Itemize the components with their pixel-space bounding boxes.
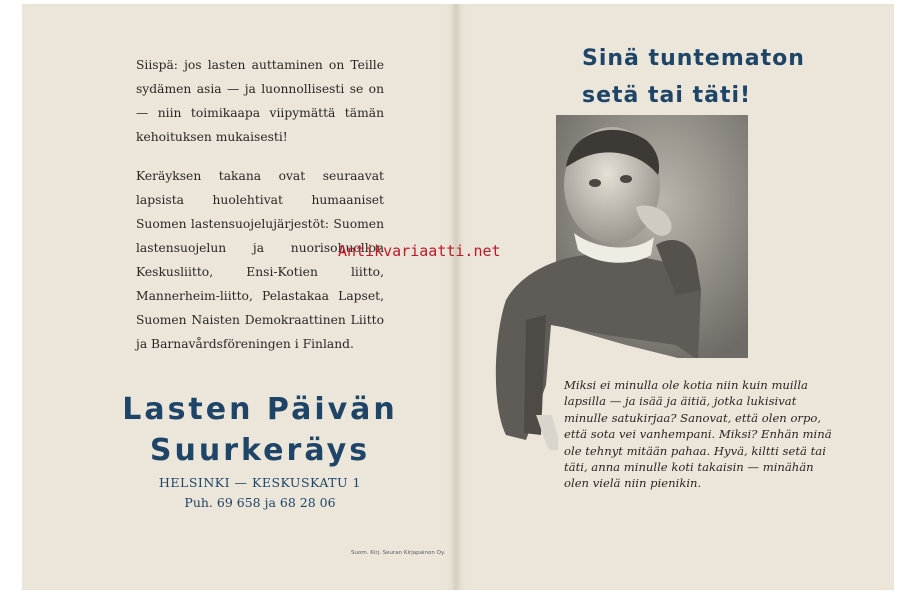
printer-imprint: Suom. Kirj. Seuran Kirjapainon Oy. <box>351 550 446 556</box>
headline-line-2: setä tai täti! <box>582 83 752 108</box>
org-title-line-1: Lasten Päivän <box>122 392 398 427</box>
headline-line-1: Sinä tuntematon <box>582 46 805 71</box>
page-fold <box>455 4 457 590</box>
org-title-line-2: Suurkeräys <box>149 433 371 468</box>
phone-numbers: Puh. 69 658 ja 68 28 06 <box>184 495 336 510</box>
appeal-paragraph: Siispä: jos lasten auttaminen on Teille sydämen asia — ja luonnollisesti se on — niin toimikaapa viipymättä tämän kehoituksen mukaisesti! <box>136 58 384 144</box>
watermark: Antikvariaatti.net <box>338 242 501 260</box>
organizations-paragraph: Keräyksen takana ovat seuraavat lapsista huolehtivat humaaniset Suomen lastensuojelujärjestöt: Suomen lastensuojelun ja nuorisohuollon Keskusliitto, Ensi-Kotien liitto, Mannerheim-liitto, Pelastakaa Lapset, Suomen Naisten Demokraattinen Liitto ja Barnavårdsföreningen i Finland. <box>136 169 384 351</box>
child-quote-caption: Miksi ei minulla ole kotia niin kuin muilla lapsilla — ja isää ja äitiä, jotka lukisivat minulle satukirjaa? Sanovat, että olen orpo, että sota vei vanhempani. Miksi? Enhän minä ole tehnyt mitään pahaa. Hyvä, kiltti setä tai täti, anna minulle koti takaisin — minähän olen vielä niin pienikin. <box>564 378 832 491</box>
address: HELSINKI — KESKUSKATU 1 <box>159 475 361 490</box>
